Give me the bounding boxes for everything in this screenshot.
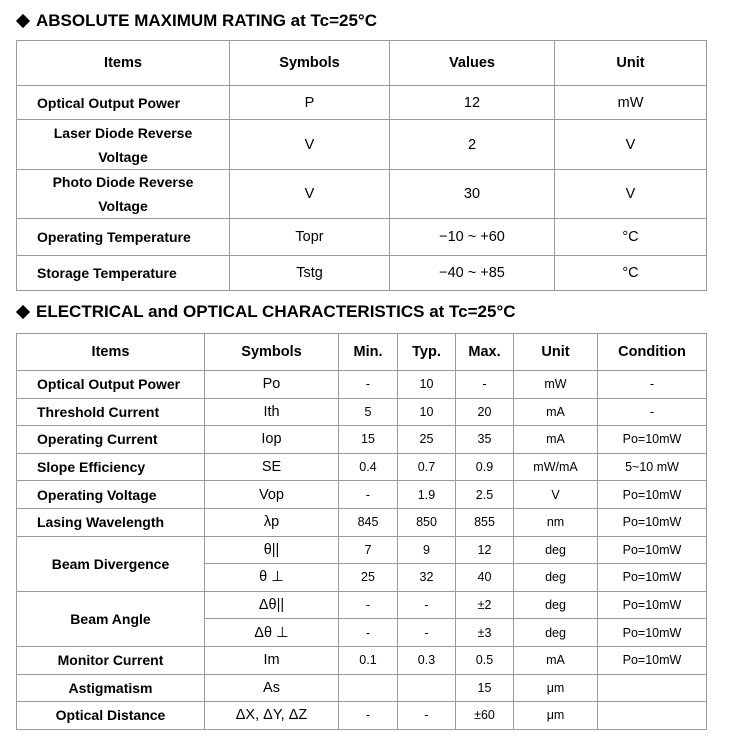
item-cell: Lasing Wavelength bbox=[17, 508, 205, 536]
diamond-bullet-icon bbox=[16, 305, 30, 319]
value-cell: 12 bbox=[390, 86, 555, 120]
symbol-cell: θ|| bbox=[205, 536, 339, 564]
table-row bbox=[17, 646, 707, 674]
table-row bbox=[17, 86, 707, 120]
item-cell: Operating Voltage bbox=[17, 481, 205, 509]
symbol-cell: As bbox=[205, 674, 339, 702]
table-row bbox=[17, 371, 707, 399]
typ-cell: 9 bbox=[398, 536, 456, 564]
value-cell: 30 bbox=[390, 170, 555, 219]
max-cell: 2.5 bbox=[456, 481, 514, 509]
condition-cell: 5~10 mW bbox=[598, 453, 707, 481]
unit-cell: mA bbox=[514, 398, 598, 426]
table-row bbox=[17, 398, 707, 426]
table-header-row bbox=[17, 41, 707, 86]
typ-cell: 32 bbox=[398, 564, 456, 592]
min-cell: - bbox=[339, 702, 398, 730]
condition-cell: Po=10mW bbox=[598, 646, 707, 674]
condition-cell: Po=10mW bbox=[598, 508, 707, 536]
unit-cell: V bbox=[555, 170, 707, 219]
symbol-cell: Iop bbox=[205, 426, 339, 454]
unit-cell: μm bbox=[514, 702, 598, 730]
unit-cell: μm bbox=[514, 674, 598, 702]
unit-cell: V bbox=[555, 120, 707, 170]
typ-cell: 850 bbox=[398, 508, 456, 536]
item-line: Voltage bbox=[98, 148, 148, 165]
min-cell: 0.4 bbox=[339, 453, 398, 481]
condition-cell: Po=10mW bbox=[598, 619, 707, 647]
unit-cell: °C bbox=[555, 219, 707, 256]
table-header-row bbox=[17, 334, 707, 371]
min-cell: - bbox=[339, 481, 398, 509]
item-cell: Slope Efficiency bbox=[17, 453, 205, 481]
max-cell: - bbox=[456, 371, 514, 399]
table-row bbox=[17, 481, 707, 509]
item-cell: Optical Output Power bbox=[17, 86, 230, 120]
unit-cell: mW/mA bbox=[514, 453, 598, 481]
item-cell bbox=[17, 170, 230, 219]
unit-cell: mW bbox=[514, 371, 598, 399]
symbol-cell: P bbox=[230, 86, 390, 120]
table-row bbox=[17, 453, 707, 481]
symbol-cell: SE bbox=[205, 453, 339, 481]
characteristics-table bbox=[16, 333, 707, 730]
max-cell: 12 bbox=[456, 536, 514, 564]
max-cell: 855 bbox=[456, 508, 514, 536]
typ-cell: - bbox=[398, 619, 456, 647]
typ-cell: 1.9 bbox=[398, 481, 456, 509]
min-cell bbox=[339, 674, 398, 702]
item-cell: Storage Temperature bbox=[17, 256, 230, 291]
unit-cell: mA bbox=[514, 646, 598, 674]
min-cell: - bbox=[339, 591, 398, 619]
column-header: Values bbox=[390, 41, 555, 86]
unit-cell: deg bbox=[514, 564, 598, 592]
column-header: Items bbox=[17, 334, 205, 371]
min-cell: 7 bbox=[339, 536, 398, 564]
symbol-cell: ΔX, ΔY, ΔZ bbox=[205, 702, 339, 730]
symbol-cell: Vop bbox=[205, 481, 339, 509]
unit-cell: °C bbox=[555, 256, 707, 291]
max-cell: ±3 bbox=[456, 619, 514, 647]
table-row bbox=[17, 591, 707, 619]
condition-cell: - bbox=[598, 371, 707, 399]
column-header: Unit bbox=[514, 334, 598, 371]
value-cell: −40 ~ +85 bbox=[390, 256, 555, 291]
table-row bbox=[17, 702, 707, 730]
absolute-max-table bbox=[16, 40, 707, 291]
symbol-cell: Tstg bbox=[230, 256, 390, 291]
table-row bbox=[17, 508, 707, 536]
min-cell: 0.1 bbox=[339, 646, 398, 674]
item-cell: Operating Temperature bbox=[17, 219, 230, 256]
min-cell: 845 bbox=[339, 508, 398, 536]
min-cell: 25 bbox=[339, 564, 398, 592]
value-cell: −10 ~ +60 bbox=[390, 219, 555, 256]
min-cell: - bbox=[339, 619, 398, 647]
item-cell: Threshold Current bbox=[17, 398, 205, 426]
symbol-cell: λp bbox=[205, 508, 339, 536]
condition-cell: Po=10mW bbox=[598, 426, 707, 454]
min-cell: 15 bbox=[339, 426, 398, 454]
item-cell: Beam Divergence bbox=[17, 536, 205, 591]
item-cell: Astigmatism bbox=[17, 674, 205, 702]
column-header: Items bbox=[17, 41, 230, 86]
condition-cell bbox=[598, 702, 707, 730]
symbol-cell: Δθ|| bbox=[205, 591, 339, 619]
typ-cell bbox=[398, 674, 456, 702]
typ-cell: - bbox=[398, 702, 456, 730]
unit-cell: deg bbox=[514, 591, 598, 619]
item-line: Photo Diode Reverse bbox=[52, 174, 194, 190]
table-row bbox=[17, 426, 707, 454]
column-header: Max. bbox=[456, 334, 514, 371]
max-cell: ±60 bbox=[456, 702, 514, 730]
table-row bbox=[17, 256, 707, 291]
symbol-cell: Ith bbox=[205, 398, 339, 426]
unit-cell: deg bbox=[514, 536, 598, 564]
diamond-bullet-icon bbox=[16, 14, 30, 28]
symbol-cell: Im bbox=[205, 646, 339, 674]
item-cell: Optical Distance bbox=[17, 702, 205, 730]
typ-cell: 0.3 bbox=[398, 646, 456, 674]
table-row bbox=[17, 120, 707, 170]
unit-cell: V bbox=[514, 481, 598, 509]
max-cell: ±2 bbox=[456, 591, 514, 619]
section-title-electrical-optical bbox=[14, 302, 516, 322]
symbol-cell: Topr bbox=[230, 219, 390, 256]
symbol-cell: V bbox=[230, 120, 390, 170]
column-header: Symbols bbox=[230, 41, 390, 86]
column-header: Min. bbox=[339, 334, 398, 371]
max-cell: 0.9 bbox=[456, 453, 514, 481]
typ-cell: - bbox=[398, 591, 456, 619]
typ-cell: 25 bbox=[398, 426, 456, 454]
condition-cell: Po=10mW bbox=[598, 591, 707, 619]
item-cell bbox=[17, 120, 230, 170]
section-title-text: ELECTRICAL and OPTICAL CHARACTERISTICS at Tc=25°C bbox=[36, 302, 516, 321]
symbol-cell: θ ⊥ bbox=[205, 564, 339, 592]
item-cell: Operating Current bbox=[17, 426, 205, 454]
column-header: Typ. bbox=[398, 334, 456, 371]
condition-cell: Po=10mW bbox=[598, 536, 707, 564]
symbol-cell: Po bbox=[205, 371, 339, 399]
column-header: Condition bbox=[598, 334, 707, 371]
value-cell: 2 bbox=[390, 120, 555, 170]
column-header: Unit bbox=[555, 41, 707, 86]
unit-cell: mA bbox=[514, 426, 598, 454]
condition-cell bbox=[598, 674, 707, 702]
max-cell: 0.5 bbox=[456, 646, 514, 674]
symbol-cell: Δθ ⊥ bbox=[205, 619, 339, 647]
table-row bbox=[17, 674, 707, 702]
section-title-text: ABSOLUTE MAXIMUM RATING at Tc=25°C bbox=[36, 11, 377, 30]
min-cell: - bbox=[339, 371, 398, 399]
unit-cell: deg bbox=[514, 619, 598, 647]
condition-cell: - bbox=[598, 398, 707, 426]
max-cell: 15 bbox=[456, 674, 514, 702]
symbol-cell: V bbox=[230, 170, 390, 219]
item-cell: Beam Angle bbox=[17, 591, 205, 646]
table-row bbox=[17, 219, 707, 256]
table-row bbox=[17, 170, 707, 219]
item-line: Laser Diode Reverse bbox=[53, 124, 193, 141]
typ-cell: 0.7 bbox=[398, 453, 456, 481]
max-cell: 40 bbox=[456, 564, 514, 592]
min-cell: 5 bbox=[339, 398, 398, 426]
typ-cell: 10 bbox=[398, 371, 456, 399]
column-header: Symbols bbox=[205, 334, 339, 371]
typ-cell: 10 bbox=[398, 398, 456, 426]
unit-cell: nm bbox=[514, 508, 598, 536]
item-cell: Optical Output Power bbox=[17, 371, 205, 399]
max-cell: 20 bbox=[456, 398, 514, 426]
item-cell: Monitor Current bbox=[17, 646, 205, 674]
unit-cell: mW bbox=[555, 86, 707, 120]
section-title-absolute-max bbox=[14, 11, 377, 31]
condition-cell: Po=10mW bbox=[598, 564, 707, 592]
table-row bbox=[17, 536, 707, 564]
max-cell: 35 bbox=[456, 426, 514, 454]
item-line: Voltage bbox=[98, 198, 148, 214]
condition-cell: Po=10mW bbox=[598, 481, 707, 509]
